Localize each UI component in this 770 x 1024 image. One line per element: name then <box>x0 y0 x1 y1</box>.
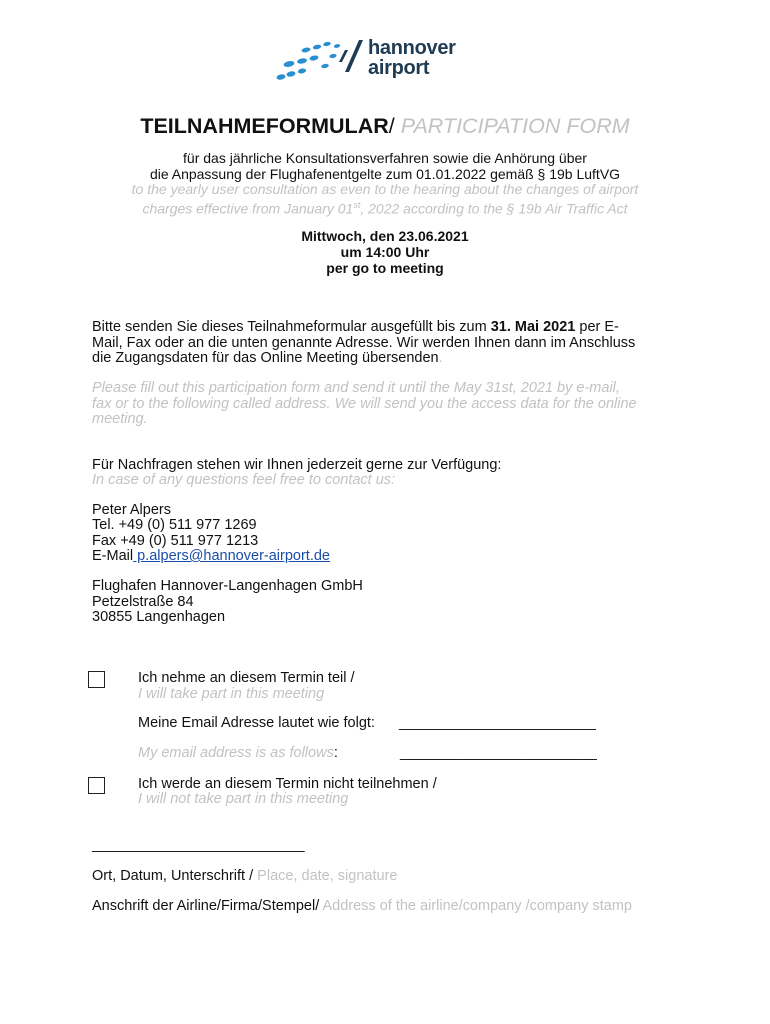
attend-label-de: Ich nehme an diesem Termin teil / <box>138 670 355 686</box>
instructions-de-text-a: Bitte senden Sie dieses Teilnahmeformular ausgefüllt bis zum <box>92 319 491 335</box>
deadline-date: 31. Mai 2021 <box>490 319 576 335</box>
not-attend-checkbox[interactable] <box>88 777 105 794</box>
email-prompt-en-line <box>138 746 338 762</box>
questions-de: Für Nachfragen stehen wir Ihnen jederzeit gerne zur Verfügung: <box>92 457 502 473</box>
contact-fax: Fax +49 (0) 511 977 1213 <box>92 533 259 549</box>
intro-en-line-2 <box>0 198 770 217</box>
signature-place-en: Place, date, signature <box>257 868 398 884</box>
address-city: 30855 Langenhagen <box>92 609 226 625</box>
contact-name: Peter Alpers <box>92 502 171 518</box>
contact-email-line <box>92 549 330 565</box>
instructions-en-line-3: meeting. <box>92 411 148 427</box>
stamp-en: Address of the airline/company /company stamp <box>319 898 632 914</box>
email-field-en[interactable]: _________________________ <box>400 745 597 761</box>
attend-checkbox[interactable] <box>88 671 105 688</box>
meeting-platform: per go to meeting <box>326 260 444 276</box>
instructions-de-line-3 <box>92 351 443 367</box>
email-prompt-en: My email address is as follows <box>138 745 334 761</box>
not-attend-label-de: Ich werde an diesem Termin nicht teilnehmen / <box>138 776 437 792</box>
email-prompt-en-colon: : <box>333 745 338 761</box>
form-title <box>0 114 770 138</box>
instructions-de-line-3-end: . <box>438 350 443 366</box>
contact-tel: Tel. +49 (0) 511 977 1269 <box>92 517 257 533</box>
instructions-de-text-b: per E- <box>575 319 619 335</box>
attend-label-en: I will take part in this meeting <box>138 686 325 702</box>
email-field-de[interactable]: _________________________ <box>399 715 596 731</box>
logo-wordmark <box>368 38 456 78</box>
intro-en-line-1: to the yearly user consultation as even to the hearing about the changes of airport <box>131 181 639 197</box>
signature-place-line <box>92 869 397 885</box>
instructions-en-line-2: fax or to the following called address. We will send you the access data for the online <box>92 396 637 412</box>
intro-en-superscript: st <box>353 200 361 210</box>
email-prompt-de: Meine Email Adresse lautet wie folgt: <box>138 715 375 731</box>
instructions-en-line-1: Please fill out this participation form and send it until the May 31st, 2021 by e-mail, <box>92 380 620 396</box>
logo-line-1: hannover <box>368 37 456 59</box>
stamp-de: Anschrift der Airline/Firma/Stempel/ <box>92 898 320 914</box>
intro-de-line-1: für das jährliche Konsultationsverfahren sowie die Anhörung über <box>183 150 587 166</box>
meeting-date: Mittwoch, den 23.06.2021 <box>301 228 469 244</box>
instructions-de-line-2: Mail, Fax oder an die unten genannte Adresse. Wir werden Ihnen dann im Anschluss <box>92 335 636 351</box>
email-label: E-Mail <box>92 548 134 564</box>
intro-en-line-2-a: charges effective from January 01 <box>142 200 354 217</box>
instructions-de-line-1 <box>92 320 619 336</box>
stamp-line <box>92 899 632 915</box>
title-en: PARTICIPATION FORM <box>394 114 630 138</box>
intro-en-line-2-b: , 2022 according to the § 19b Air Traffic Act <box>360 200 628 217</box>
signature-line[interactable]: ___________________________ <box>92 837 305 853</box>
title-de: TEILNAHMEFORMULAR <box>140 114 389 138</box>
instructions-de-line-3-text: die Zugangsdaten für das Online Meeting übersenden <box>92 350 439 366</box>
signature-place-de: Ort, Datum, Unterschrift / <box>92 868 258 884</box>
intro-de-line-2: die Anpassung der Flughafenentgelte zum 01.01.2022 gemäß § 19b LuftVG <box>149 166 621 182</box>
questions-en: In case of any questions feel free to contact us: <box>92 472 396 488</box>
title-separator: / <box>388 114 395 138</box>
address-company: Flughafen Hannover-Langenhagen GmbH <box>92 578 363 594</box>
email-link[interactable]: p.alpers@hannover-airport.de <box>133 548 330 564</box>
logo-line-2: airport <box>368 57 430 79</box>
not-attend-label-en: I will not take part in this meeting <box>138 791 349 807</box>
meeting-time: um 14:00 Uhr <box>340 244 430 260</box>
address-street: Petzelstraße 84 <box>92 594 194 610</box>
